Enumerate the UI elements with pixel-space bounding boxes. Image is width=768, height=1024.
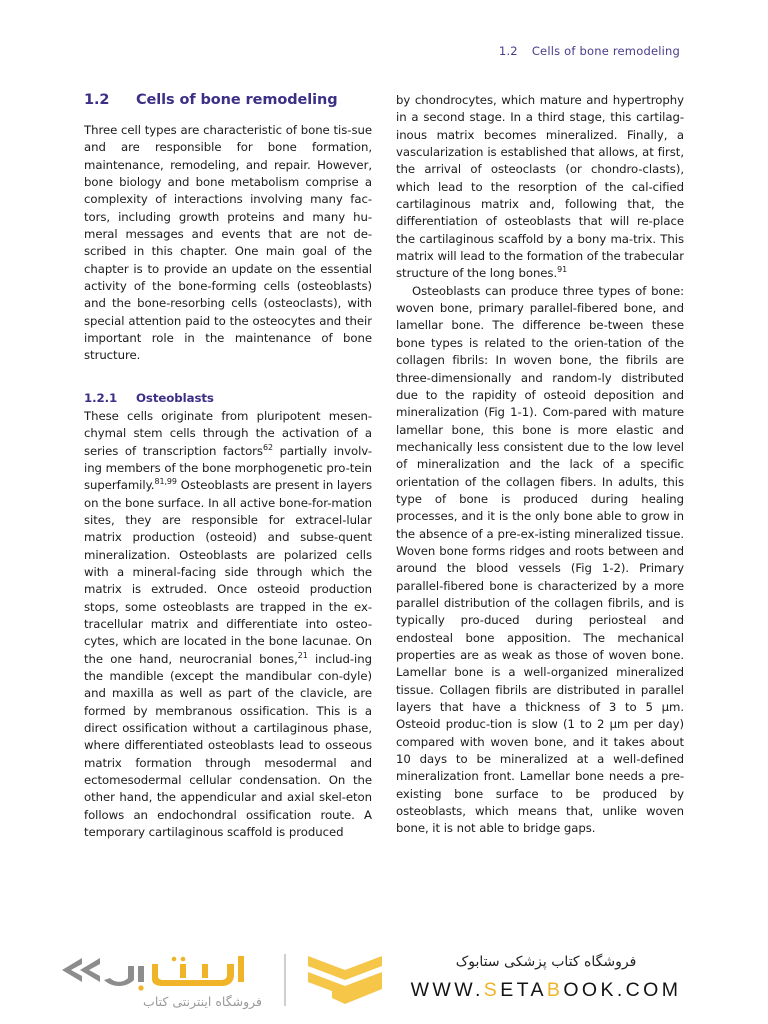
subsection-heading-title: Osteoblasts [136, 390, 214, 405]
citation-ref-81-99: 81,99 [154, 477, 177, 487]
section-heading-number: 1.2 [84, 92, 110, 108]
url-suffix: OOK.COM [563, 979, 682, 1001]
continued-text-1: by chondrocytes, which mature and hypertrophy in a second stage. In a third stage, this cartilag-inous matrix becomes mineralized. Finally, a vascularization is established that allows, at first, the arrival of osteoclasts (or chondro-clasts), which lead to the resorption of the cal-cified cartilaginous matrix and, following that, the differentiation of osteoblasts that will re-place the cartilaginous scaffold by a bony ma-trix. This matrix will lead to the formation of the trabecular structure of the long bones. [396, 93, 684, 281]
watermark-text-block [366, 950, 726, 1020]
osteoblasts-text-1: These cells originate from pluripotent mesen-chymal stem cells through the activation of a series of transcription factors [84, 408, 372, 458]
url-letter-s: S [483, 979, 501, 1001]
url-letters-eta: ETA [500, 979, 547, 1001]
right-column [396, 92, 684, 950]
paragraph-intro [84, 122, 372, 365]
osteoblasts-text-4: includ-ing the mandible (except the mandibular con-dyle) and maxilla as well as part of the clavicle, are formed by membranous ossification. This is a direct ossification without a cartilaginous phase, where differentiated osteoblasts lead to osseous matrix formation through mesodermal and ectomesodermal cellular condensation. On the other hand, the appendicular and axial skel-eton follows an endochondral ossification route. A temporary cartilaginous scaffold is produced [84, 651, 372, 840]
running-head [499, 44, 680, 58]
watermark-url [366, 979, 726, 1002]
url-prefix: WWW. [410, 979, 484, 1001]
setabook-logo-wordmark-icon [52, 952, 264, 994]
article-body [84, 92, 684, 950]
section-heading-title: Cells of bone remodeling [136, 92, 338, 108]
citation-ref-91: 91 [557, 265, 568, 275]
subsection-heading [84, 391, 372, 405]
paragraph-continued [396, 92, 684, 283]
citation-ref-21: 21 [297, 650, 308, 660]
logo-tagline: فروشگاه اینترنتی کتاب [143, 994, 262, 1009]
logo-divider [284, 954, 286, 1006]
osteoblasts-text-3: Osteoblasts are present in layers on the bone surface. In all active bone-for-mation sites, they are responsible for extracel-lular matrix production (osteoid) and subse-quent mineralization. Osteoblasts are polarized cells with a mineral-facing side through which the matrix is extruded. Once osteoid production stops, some osteoblasts are trapped in the ex-tracellular matrix and differentiate into osteo-cytes, which are located in the bone lacunae. On the one hand, neurocranial bones, [84, 478, 372, 666]
osteoblasts-text-2: partially involv-ing members of the bone morphogenetic pro-tein superfamily. [84, 443, 372, 493]
section-heading [84, 92, 372, 108]
paragraph-intro-text: Three cell types are characteristic of bone tis-sue and are responsible for bone formation, maintenance, remodeling, and repair. However, bone biology and bone metabolism comprise a complexity of interactions involving many fac-tors, including growth proteins and many hu-meral messages and events that are not de-scribed in this chapter. One main goal of the chapter is to provide an update on the essential activity of the bone-forming cells (osteoblasts) and the bone-resorbing cells (osteoclasts), with special attention paid to the osteocytes and their important role in the maintenance of bone structure. [84, 123, 372, 363]
running-head-title: Cells of bone remodeling [531, 44, 680, 58]
watermark-store-name: فروشگاه کتاب پزشکی ستابوک [455, 954, 637, 970]
citation-ref-62: 62 [262, 442, 273, 452]
watermark-banner [0, 946, 768, 1024]
running-head-number: 1.2 [498, 44, 518, 58]
paragraph-osteoblasts [84, 408, 372, 842]
left-column [84, 92, 372, 950]
subsection-heading-number: 1.2.1 [84, 390, 118, 405]
url-letter-b: B [546, 979, 564, 1001]
bone-types-text: Osteoblasts can produce three types of bone: woven bone, primary parallel-fibered bone, and lamellar bone. The difference be-tween these bone types is related to the orien-tation of the collagen fibrils: In woven bone, the fibrils are three-dimensionally and random-ly distributed due to the rapidity of osteoid deposition and mineralization (Fig 1-1). Com-pared with mature lamellar bone, this bone is more elastic and mechanically less consistent due to the low level of mineralization and the lack of a specific orientation of the collagen fibers. In adults, this type of bone is produced during healing processes, and it is the only bone able to grow in the absence of a pre-ex-isting mineralized tissue. Woven bone forms ridges and roots between and around the blood vessels (Fig 1-2). Primary parallel-fibered bone is characterized by a more parallel distribution of the collagen fibrils, and is typically pro-duced during periosteal and endosteal bone apposition. The mechanical properties are as weak as those of woven bone. Lamellar bone is a well-organized mineralized tissue. Collagen fibrils are distributed in parallel layers that have a thickness of 3 to 5 μm. Osteoid produc-tion is slow (1 to 2 μm per day) compared with woven bone, and it takes about 10 days to be mineralized at a well-defined mineralization front. Lamellar bone needs a pre-existing bone surface to be produced by osteoblasts, which means that, unlike woven bone, it is not able to bridge gaps. [396, 283, 684, 836]
paragraph-bone-types [396, 283, 684, 838]
watermark-logo [52, 952, 382, 1018]
